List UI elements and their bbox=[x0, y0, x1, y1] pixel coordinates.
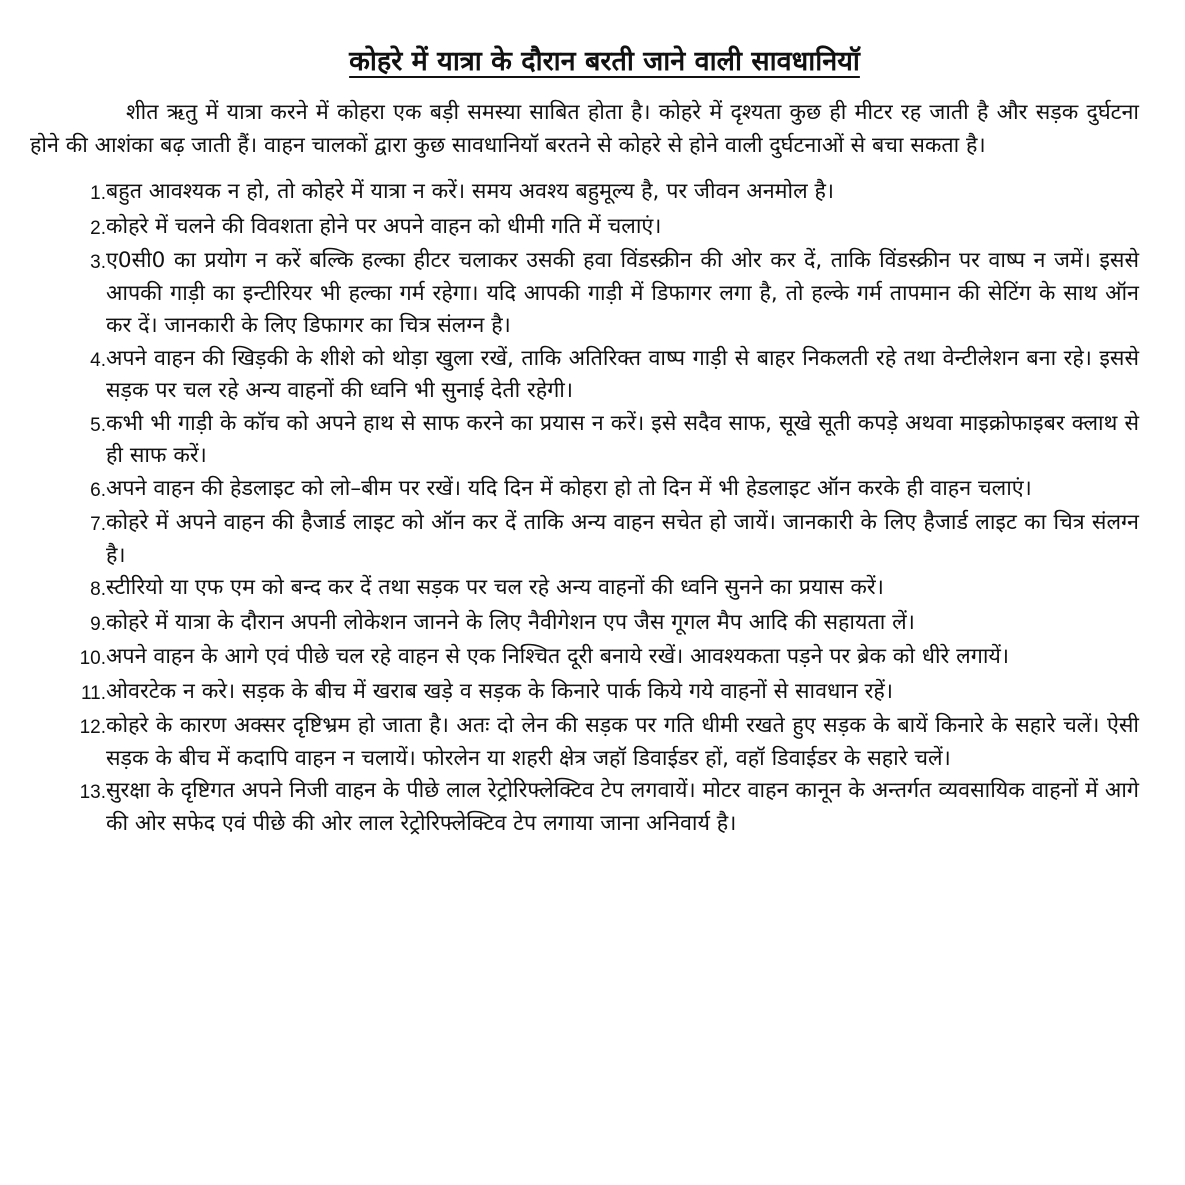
list-item bbox=[30, 245, 1139, 343]
list-item bbox=[30, 507, 1139, 572]
list-item-number: 7. bbox=[90, 514, 106, 535]
list-item bbox=[30, 211, 1139, 246]
list-item bbox=[30, 572, 1139, 607]
list-item-number: 13. bbox=[79, 782, 106, 803]
list-item-number: 10. bbox=[79, 648, 106, 669]
list-item bbox=[30, 641, 1139, 676]
page-title: कोहरे में यात्रा के दौरान बरती जाने वाली सावधानियॉ bbox=[349, 46, 860, 77]
list-item-number: 6. bbox=[90, 479, 106, 501]
list-item-text: बहुत आवश्यक न हो, तो कोहरे में यात्रा न करें। समय अवश्य बहुमूल्य है, पर जीवन अनमोल है। bbox=[106, 179, 835, 204]
list-item-text: कोहरे के कारण अक्सर दृष्टिभ्रम हो जाता है। अतः दो लेन की सड़क पर गति धीमी रखते हुए सड़क के बायें किनारे के सहारे चलें। ऐसी सड़क के बीच में कदापि वाहन न चलायें। फोरलेन या शहरी क्षेत्र जहॉ डिवाईडर हों, वहॉ डिवाईडर के सहारे चलें। bbox=[106, 713, 1139, 771]
list-item-text: कोहरे में चलने की विवशता होने पर अपने वाहन को धीमी गति में चलाएं। bbox=[106, 213, 662, 239]
list-item bbox=[30, 607, 1139, 642]
list-item bbox=[30, 775, 1139, 840]
precautions-list bbox=[30, 176, 1139, 840]
list-item-number: 5. bbox=[90, 414, 106, 436]
list-item-number: 8. bbox=[90, 579, 106, 600]
list-item-text: ए0सी0 का प्रयोग न करें बल्कि हल्का हीटर चलाकर उसकी हवा विंडस्क्रीन की ओर कर दें, ताकि विंडस्क्रीन पर वाष्प न जमें। इससे आपकी गाड़ी का इन्टीरियर भी हल्का गर्म रहेगा। यदि आपकी गाड़ी में डिफागर लगा है, तो हल्के गर्म तापमान की सेटिंग के साथ ऑन कर दें। जानकारी के लिए डिफागर का चित्र संलग्न है। bbox=[106, 248, 1139, 338]
list-item bbox=[30, 176, 1139, 211]
list-item bbox=[30, 408, 1139, 473]
list-item-text: स्टीरियो या एफ एम को बन्द कर दें तथा सड़क पर चल रहे अन्य वाहनों की ध्वनि सुनने का प्रयास करें। bbox=[106, 575, 884, 600]
list-item bbox=[30, 710, 1139, 775]
list-item bbox=[30, 473, 1139, 508]
list-item-text: अपने वाहन की खिड़की के शीशे को थोड़ा खुला रखें, ताकि अतिरिक्त वाष्प गाड़ी से बाहर निकलती रहे तथा वेन्टीलेशन बना रहे। इससे सड़क पर चल रहे अन्य वाहनों की ध्वनि भी सुनाई देती रहेगी। bbox=[106, 345, 1139, 403]
list-item-text: कोहरे में अपने वाहन की हैजार्ड लाइट को ऑन कर दें ताकि अन्य वाहन सचेत हो जायें। जानकारी के लिए हैजार्ड लाइट का चित्र संलग्न है। bbox=[106, 510, 1139, 568]
list-item-text: ओवरटेक न करे। सड़क के बीच में खराब खड़े व सड़क के किनारे पार्क किये गये वाहनों से सावधान रहें। bbox=[106, 678, 893, 704]
list-item-text: अपने वाहन के आगे एवं पीछे चल रहे वाहन से एक निश्चित दूरी बनाये रखें। आवश्यकता पड़ने पर ब्रेक को धीरे लगायें। bbox=[106, 644, 1010, 669]
list-item bbox=[30, 343, 1139, 408]
list-item-number: 4. bbox=[90, 349, 106, 371]
list-item-number: 2. bbox=[90, 217, 106, 239]
intro-paragraph: शीत ऋतु में यात्रा करने में कोहरा एक बड़ी समस्या साबित होता है। कोहरे में दृश्यता कुछ ही मीटर रह जाती है और सड़क दुर्घटना होने की आशंका बढ़ जाती हैं। वाहन चालकों द्वारा कुछ सावधानियॉ बरतने से कोहरे से होने वाली दुर्घटनाओं से बचा सकता है। bbox=[30, 100, 1139, 158]
list-item-number: 9. bbox=[90, 613, 106, 635]
list-item-number: 1. bbox=[90, 183, 106, 204]
list-item-number: 11. bbox=[80, 682, 106, 704]
list-item-text: अपने वाहन की हेडलाइट को लो–बीम पर रखें। यदि दिन में कोहरा हो तो दिन में भी हेडलाइट ऑन करके ही वाहन चलाएं। bbox=[106, 475, 1032, 501]
list-item-text: कोहरे में यात्रा के दौरान अपनी लोकेशन जानने के लिए नैवीगेशन एप जैस गूगल मैप आदि की सहायता लें। bbox=[106, 609, 915, 635]
list-item-number: 3. bbox=[90, 252, 106, 273]
list-item bbox=[30, 676, 1139, 711]
list-item-text: कभी भी गाड़ी के कॉच को अपने हाथ से साफ करने का प्रयास न करें। इसे सदैव साफ, सूखे सूती कपड़े अथवा माइक्रोफाइबर क्लाथ से ही साफ करें। bbox=[106, 410, 1139, 468]
list-item-text: सुरक्षा के दृष्टिगत अपने निजी वाहन के पीछे लाल रेट्रोरिफ्लेक्टिव टेप लगवायें। मोटर वाहन कानून के अन्तर्गत व्यवसायिक वाहनों में आगे की ओर सफेद एवं पीछे की ओर लाल रेट्रोरिफ्लेक्टिव टेप लगाया जाना अनिवार्य है। bbox=[106, 778, 1139, 836]
list-item-number: 12. bbox=[79, 717, 106, 738]
